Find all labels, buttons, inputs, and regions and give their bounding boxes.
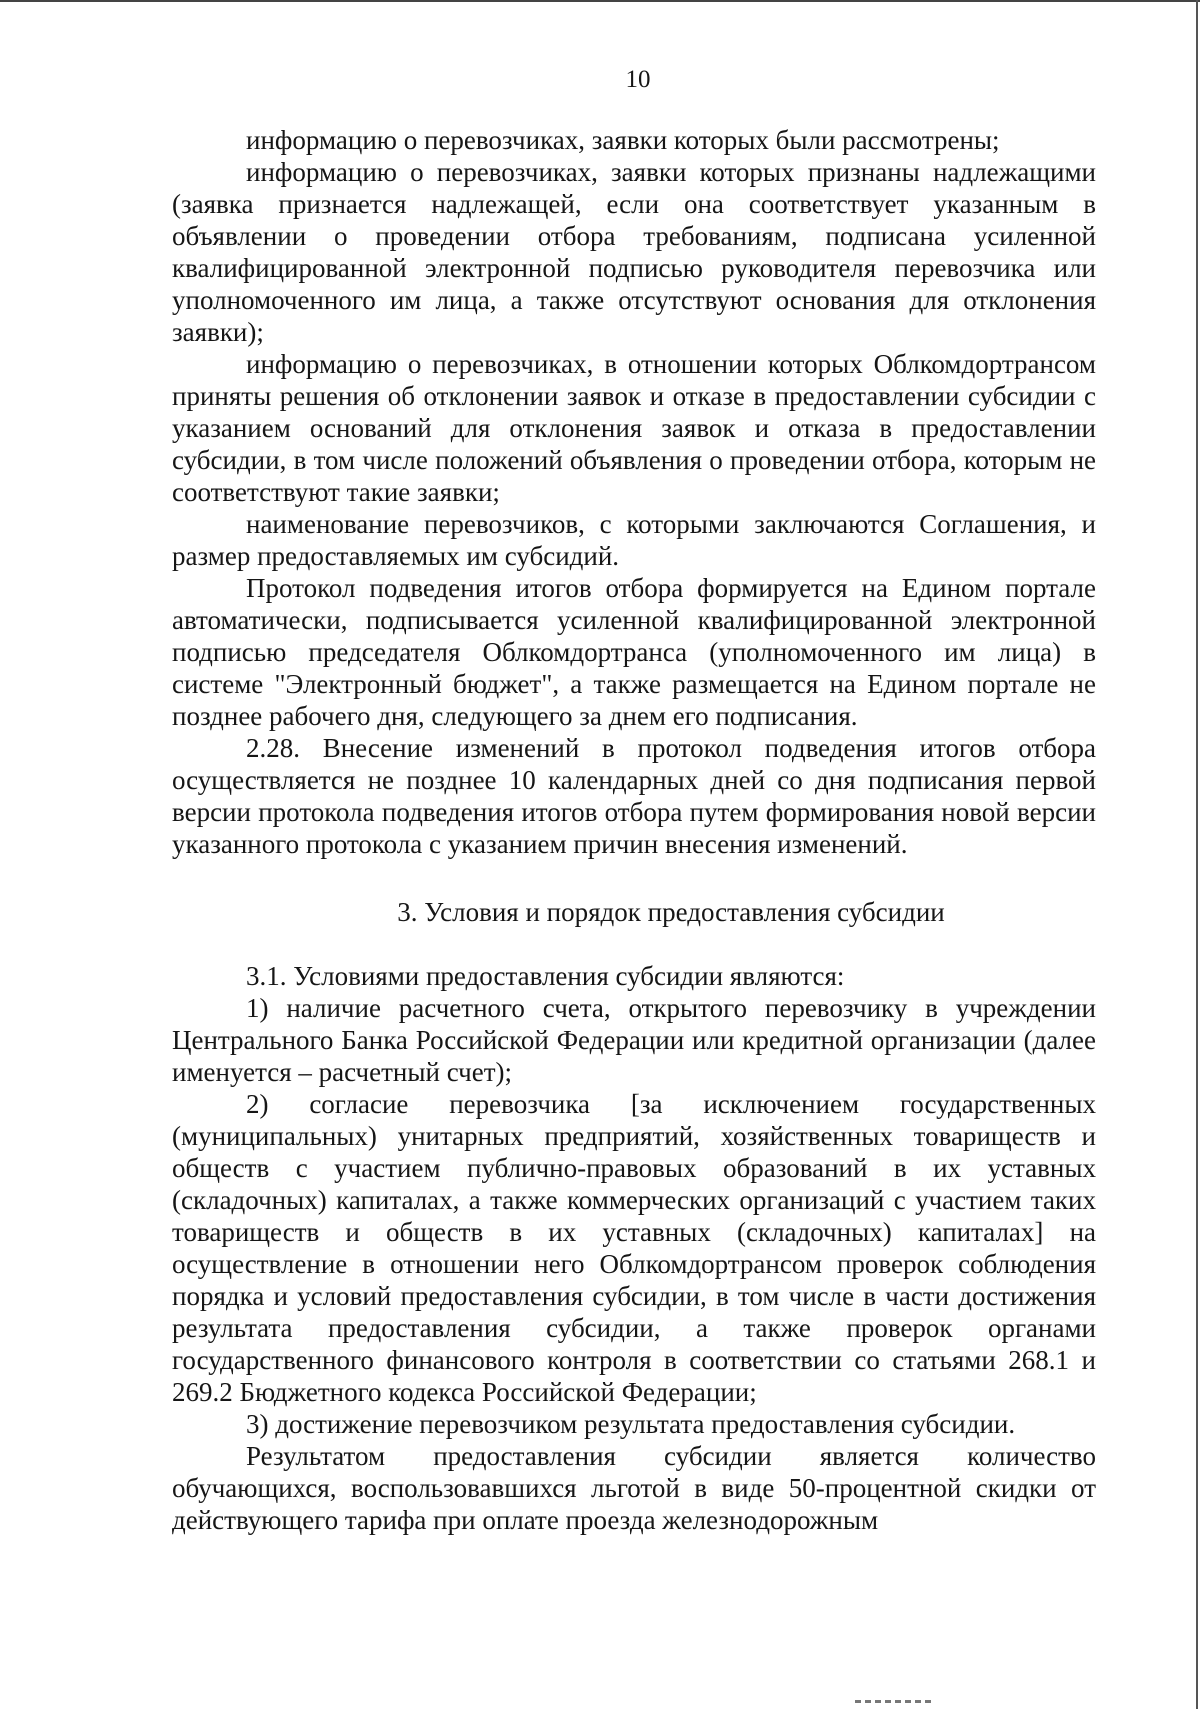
paragraph: 3) достижение перевозчиком результата предоставления субсидии. <box>246 1409 1016 1439</box>
paragraph: информацию о перевозчиках, заявки которых признаны надлежащими (заявка признается надлежащей, если она соответствует указанным в объявлении о проведении отбора требованиям, подписана усиленной квалифицированной электронной подписью руководителя перевозчика или уполномоченного им лица, а также отсутствуют основания для отклонения заявки); <box>172 157 1096 347</box>
document-body <box>172 124 1096 1536</box>
paragraph: 3.1. Условиями предоставления субсидии являются: <box>246 961 845 991</box>
paragraph: информацию о перевозчиках, в отношении которых Облкомдортрансом приняты решения об отклонении заявок и отказе в предоставлении субсидии с указанием оснований для отклонения заявок и отказа в предоставлении субсидии, в том числе положений объявления о проведении отбора, которым не соответствуют такие заявки; <box>172 349 1096 507</box>
paragraph: наименование перевозчиков, с которыми заключаются Соглашения, и размер предоставляемых им субсидий. <box>172 509 1096 571</box>
scan-edge-top <box>0 0 1200 2</box>
section-heading: 3. Условия и порядок предоставления субсидии <box>397 897 945 927</box>
paragraph: Результатом предоставления субсидии является количество обучающихся, воспользовавшихся льготой в виде 50-процентной скидки от действующего тарифа при оплате проезда железнодорожным <box>172 1441 1096 1535</box>
page-number: 10 <box>625 66 651 93</box>
paragraph: Протокол подведения итогов отбора формируется на Едином портале автоматически, подписывается усиленной квалифицированной электронной подписью председателя Облкомдортранса (уполномоченного им лица) в системе "Электронный бюджет", а также размещается на Едином портале не позднее рабочего дня, следующего за днем его подписания. <box>172 573 1096 731</box>
scan-edge-right <box>1196 0 1198 1709</box>
scan-mark <box>855 1700 935 1703</box>
paragraph: 2) согласие перевозчика [за исключением государственных (муниципальных) унитарных предприятий, хозяйственных товариществ и обществ с участием публично-правовых образований в их уставных (складочных) капиталах, а также коммерческих организаций с участием таких товариществ и обществ в их уставных (складочных) капиталах] на осуществление в отношении него Облкомдортрансом проверок соблюдения порядка и условий предоставления субсидии, в том числе в части достижения результата предоставления субсидии, а также проверок органами государственного финансового контроля в соответствии со статьями 268.1 и 269.2 Бюджетного кодекса Российской Федерации; <box>172 1089 1096 1407</box>
paragraph: информацию о перевозчиках, заявки которых были рассмотрены; <box>246 125 1000 155</box>
paragraph: 1) наличие расчетного счета, открытого перевозчику в учреждении Центрального Банка Российской Федерации или кредитной организации (далее именуется – расчетный счет); <box>172 993 1096 1087</box>
paragraph: 2.28. Внесение изменений в протокол подведения итогов отбора осуществляется не позднее 10 календарных дней со дня подписания первой версии протокола подведения итогов отбора путем формирования новой версии указанного протокола с указанием причин внесения изменений. <box>172 733 1096 859</box>
